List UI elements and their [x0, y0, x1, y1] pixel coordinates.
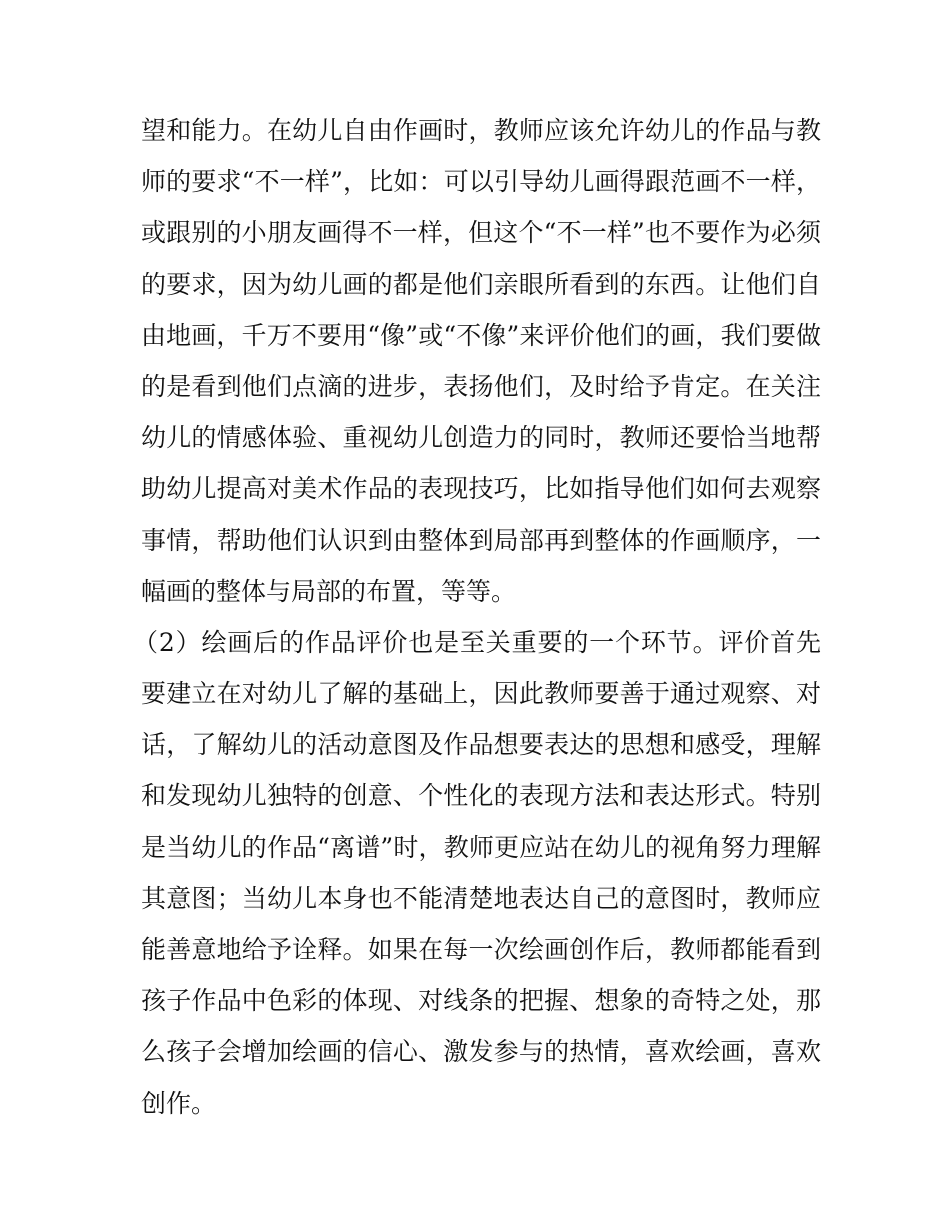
section-heading-line: （2）绘画后的作品评价也是至关重要的一个环节。评价首先	[133, 627, 821, 657]
text-line: 事情，帮助他们认识到由整体到局部再到整体的作画顺序，一	[141, 525, 821, 555]
text-line: 望和能力。在幼儿自由作画时，教师应该允许幼儿的作品与教	[141, 116, 821, 145]
text-line: 师的要求“不一样”，比如：可以引导幼儿画得跟范画不一样，	[141, 167, 821, 197]
text-line: 么孩子会增加绘画的信心、激发参与的热情，喜欢绘画，喜欢	[141, 1037, 821, 1067]
body-text	[133, 105, 821, 1129]
text-line: 的要求，因为幼儿画的都是他们亲眼所看到的东西。让他们自	[141, 269, 821, 299]
text-line: 其意图；当幼儿本身也不能清楚地表达自己的意图时，教师应	[141, 883, 821, 913]
paragraph-end-line: 创作。	[141, 1088, 217, 1118]
text-line: 的是看到他们点滴的进步，表扬他们，及时给予肯定。在关注	[141, 371, 821, 401]
paragraph-end-line: 幅画的整体与局部的布置，等等。	[141, 576, 517, 606]
text-line: 要建立在对幼儿了解的基础上，因此教师要善于通过观察、对	[141, 679, 821, 709]
text-line: 和发现幼儿独特的创意、个性化的表现方法和表达形式。特别	[141, 781, 821, 811]
text-line: 由地画，千万不要用“像”或“不像”来评价他们的画，我们要做	[141, 320, 821, 350]
text-line: 或跟别的小朋友画得不一样，但这个“不一样”也不要作为必须	[141, 218, 821, 248]
text-line: 助幼儿提高对美术作品的表现技巧，比如指导他们如何去观察	[141, 474, 821, 504]
text-line: 孩子作品中色彩的体现、对线条的把握、想象的奇特之处，那	[141, 986, 821, 1016]
text-line: 是当幼儿的作品“离谱”时，教师更应站在幼儿的视角努力理解	[141, 832, 821, 862]
text-line: 话，了解幼儿的活动意图及作品想要表达的思想和感受，理解	[141, 730, 821, 760]
text-line: 幼儿的情感体验、重视幼儿创造力的同时，教师还要恰当地帮	[141, 423, 821, 453]
text-line: 能善意地给予诠释。如果在每一次绘画创作后，教师都能看到	[141, 935, 821, 964]
